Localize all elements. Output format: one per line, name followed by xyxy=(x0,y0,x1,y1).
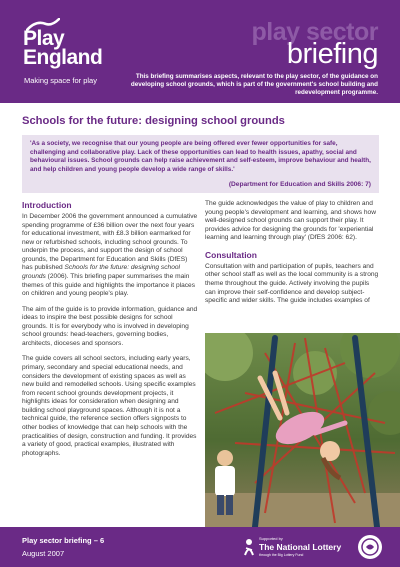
series-title-line1: play sector xyxy=(251,18,378,46)
playground-climbing-frame-illustration xyxy=(205,333,400,527)
series-title-line2: briefing xyxy=(286,38,378,70)
intro-paragraph-1-start: In December 2006 the government announced a cumulative spending programme of £36 billion over the next four years for educational investment, with £8.3 billion earmarked for new or refurbished schools, including school grounds. To underpin the process, and support the design of school grounds, the Department for Education and Skills (DfES) has published xyxy=(22,213,198,272)
pull-quote-box xyxy=(22,135,379,193)
consultation-paragraph: Consultation with and participation of pupils, teachers and other school staff as well as the local community is a strong theme throughout the guide. Actively involving the pupils can improve their self-confidence and develop subject-specific and wider skills. The guide includes examples of xyxy=(205,262,379,305)
lottery-fund-text: through the Big Lottery Fund xyxy=(259,553,304,557)
left-column xyxy=(22,200,198,465)
intro-paragraph-2: The aim of the guide is to provide information, guidance and ideas to inspire the best possible designs for school grounds. It is for everybody who is involved in developing school grounds: head-teachers, governing bodies, architects, dioceses and sponsors. xyxy=(22,305,198,347)
page-title: Schools for the future: designing school grounds xyxy=(22,115,285,127)
section-heading-consultation: Consultation xyxy=(205,249,257,260)
lottery-name-text: The National Lottery xyxy=(259,542,342,552)
pull-quote-text: 'As a society, we recognise that our young people are being offered ever fewer opportunities for safe, challenging and collaborative play. Lack of these opportunities can lead to health issues, apathy, social and behavioural issues. School grounds can help raise achievement and self-esteem, improve behaviour and health, and help children and young people develop a wide range of skills.' xyxy=(30,140,371,173)
footer-series-number: Play sector briefing – 6 xyxy=(22,536,105,545)
tagline: Making space for play xyxy=(24,76,97,85)
intro-paragraph-1 xyxy=(22,213,198,299)
guide-title-reference: Schools for the future: designing school grounds xyxy=(22,264,180,280)
footer-date: August 2007 xyxy=(22,549,65,558)
fund-badge-icon xyxy=(358,535,382,559)
intro-paragraph-3: The guide covers all school sectors, including early years, primary, secondary and special educational needs, and considers the development of existing spaces as well as new build and remodelled schools. Using specific examples from recent school grounds development projects, it highlights ideas for consideration when designing and building school playground spaces. Although it is not a technical guide, the reference section offers signposts to other bodies of knowledge that can help schools with the practicalities of design, construction and funding. It provides a variety of good, practical examples, illustrated with photographs. xyxy=(22,355,197,457)
footer-banner xyxy=(0,527,400,567)
header-summary: This briefing summarises aspects, relevant to the play sector, of the guidance on developing school grounds, which is part of the government's school building and redevelopment programme. xyxy=(130,73,378,97)
lottery-supported-by-text: Supported by xyxy=(259,536,283,541)
right-paragraph-1: The guide acknowledges the value of play to children and young people's development and learning, and shows how well-designed school grounds can support their play. It provides advice for designing the grounds for 'experiential learning and learning through play' (DfES 2006: 62). xyxy=(205,200,376,242)
fund-badge-logo xyxy=(358,535,382,559)
intro-paragraph-1-end: (2006). This briefing paper summarises the main themes of this guide and highlights the importance it places on children and young people's play. xyxy=(22,272,196,298)
logo-text-england: England xyxy=(23,46,103,69)
right-column xyxy=(205,200,381,313)
pull-quote-source: (Department for Education and Skills 2006: 7) xyxy=(228,181,371,188)
logo-text-play: Play xyxy=(23,27,65,50)
national-lottery-crossed-fingers-icon xyxy=(242,538,256,556)
children-playing-photo xyxy=(205,333,400,527)
section-heading-introduction: Introduction xyxy=(22,200,72,210)
header-banner xyxy=(0,0,400,103)
